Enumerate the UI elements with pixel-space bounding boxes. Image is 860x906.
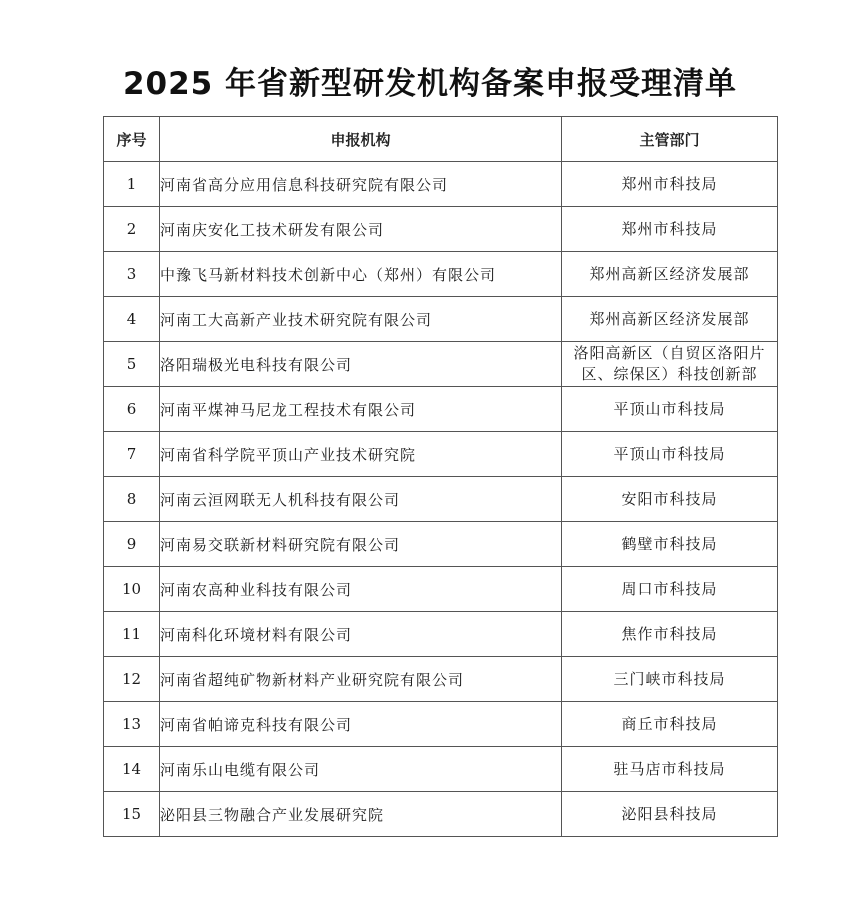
table-row: [104, 612, 778, 657]
cell-institution: 河南科化环境材料有限公司: [160, 612, 562, 657]
cell-serial-number: 1: [104, 162, 160, 207]
cell-department: 焦作市科技局: [562, 612, 778, 657]
registration-table: [103, 116, 778, 837]
cell-department: 洛阳高新区（自贸区洛阳片区、综保区）科技创新部: [562, 342, 778, 387]
cell-department: 周口市科技局: [562, 567, 778, 612]
header-serial-number: 序号: [104, 117, 160, 162]
cell-department: 郑州高新区经济发展部: [562, 252, 778, 297]
header-supervising-department: 主管部门: [562, 117, 778, 162]
cell-institution: 河南云洹网联无人机科技有限公司: [160, 477, 562, 522]
cell-serial-number: 13: [104, 702, 160, 747]
cell-department: 郑州高新区经济发展部: [562, 297, 778, 342]
cell-institution: 河南平煤神马尼龙工程技术有限公司: [160, 387, 562, 432]
cell-institution: 河南易交联新材料研究院有限公司: [160, 522, 562, 567]
table-row: [104, 477, 778, 522]
cell-department: 郑州市科技局: [562, 207, 778, 252]
cell-institution: 河南工大高新产业技术研究院有限公司: [160, 297, 562, 342]
cell-serial-number: 3: [104, 252, 160, 297]
cell-institution: 河南省科学院平顶山产业技术研究院: [160, 432, 562, 477]
cell-serial-number: 14: [104, 747, 160, 792]
cell-institution: 中豫飞马新材料技术创新中心（郑州）有限公司: [160, 252, 562, 297]
table-row: [104, 567, 778, 612]
cell-department: 鹤壁市科技局: [562, 522, 778, 567]
cell-institution: 河南省高分应用信息科技研究院有限公司: [160, 162, 562, 207]
cell-department: 郑州市科技局: [562, 162, 778, 207]
cell-institution: 河南省超纯矿物新材料产业研究院有限公司: [160, 657, 562, 702]
cell-serial-number: 11: [104, 612, 160, 657]
table-row: [104, 342, 778, 387]
table-row: [104, 792, 778, 837]
cell-serial-number: 8: [104, 477, 160, 522]
cell-department: 平顶山市科技局: [562, 387, 778, 432]
cell-institution: 河南乐山电缆有限公司: [160, 747, 562, 792]
cell-serial-number: 4: [104, 297, 160, 342]
table-row: [104, 162, 778, 207]
cell-serial-number: 15: [104, 792, 160, 837]
cell-department: 三门峡市科技局: [562, 657, 778, 702]
page-title: 2025 年省新型研发机构备案申报受理清单: [122, 66, 738, 102]
table-row: [104, 252, 778, 297]
cell-serial-number: 7: [104, 432, 160, 477]
table-row: [104, 207, 778, 252]
cell-serial-number: 12: [104, 657, 160, 702]
cell-department: 平顶山市科技局: [562, 432, 778, 477]
cell-serial-number: 9: [104, 522, 160, 567]
cell-institution: 河南庆安化工技术研发有限公司: [160, 207, 562, 252]
cell-department: 泌阳县科技局: [562, 792, 778, 837]
table-row: [104, 432, 778, 477]
cell-serial-number: 5: [104, 342, 160, 387]
table-header-row: [104, 117, 778, 162]
cell-serial-number: 10: [104, 567, 160, 612]
cell-serial-number: 6: [104, 387, 160, 432]
cell-institution: 泌阳县三物融合产业发展研究院: [160, 792, 562, 837]
table-row: [104, 297, 778, 342]
cell-institution: 河南农高种业科技有限公司: [160, 567, 562, 612]
header-applicant-institution: 申报机构: [160, 117, 562, 162]
cell-department: 驻马店市科技局: [562, 747, 778, 792]
cell-institution: 河南省帕谛克科技有限公司: [160, 702, 562, 747]
cell-institution: 洛阳瑞极光电科技有限公司: [160, 342, 562, 387]
table-row: [104, 522, 778, 567]
table-row: [104, 702, 778, 747]
table-row: [104, 747, 778, 792]
table-row: [104, 387, 778, 432]
cell-serial-number: 2: [104, 207, 160, 252]
cell-department: 商丘市科技局: [562, 702, 778, 747]
cell-department: 安阳市科技局: [562, 477, 778, 522]
table-row: [104, 657, 778, 702]
